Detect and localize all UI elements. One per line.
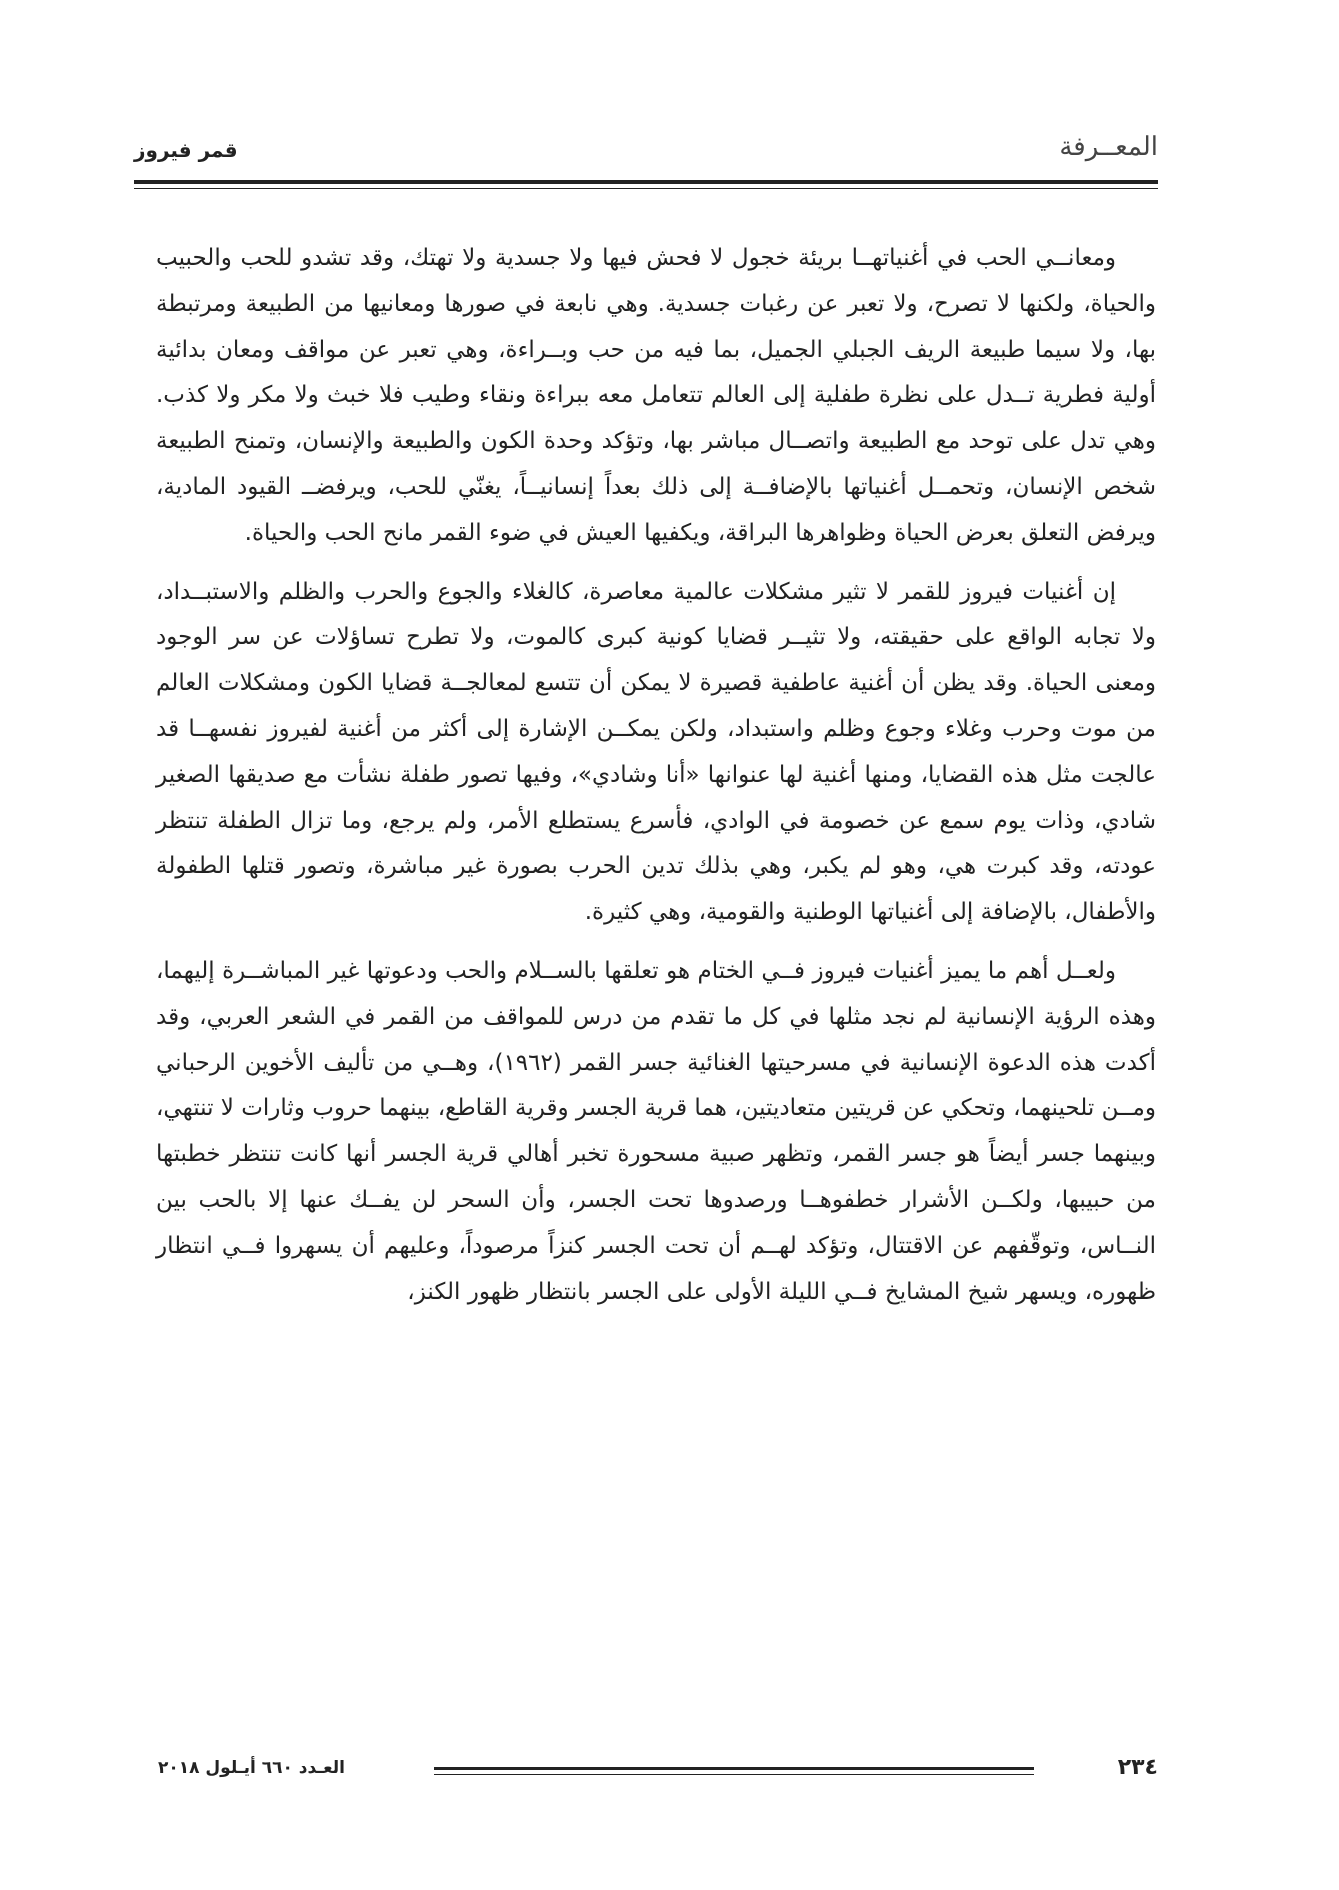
page-footer [134, 1755, 1158, 1789]
footer-rule-thin [434, 1774, 1034, 1775]
running-title: قمر فيروز [134, 138, 238, 162]
page-header [134, 128, 1158, 174]
header-rule-thin [134, 188, 1158, 189]
paragraph-2: إن أغنيات فيروز للقمر لا تثير مشكلات عالمية معاصرة، كالغلاء والجوع والحرب والظلم والاستبــداد، ولا تجابه الواقع على حقيقته، ولا تثيــر قضايا كونية كبرى كالموت، ولا تطرح تساؤلات عن سر الوجود ومعنى الحياة. وقد يظن أن أغنية عاطفية قصيرة لا يمكن أن تتسع لمعالجــة قضايا الكون ومشكلات العالم من موت وحرب وغلاء وجوع وظلم واستبداد، ولكن يمكــن الإشارة إلى أكثر من أغنية لفيروز نفسهــا قد عالجت مثل هذه القضايا، ومنها أغنية لها عنوانها «أنا وشادي»، وفيها تصور طفلة نشأت مع صديقها الصغير شادي، وذات يوم سمع عن خصومة في الوادي، فأسرع يستطلع الأمر، ولم يرجع، وما تزال الطفلة تنتظر عودته، وقد كبرت هي، وهو لم يكبر، وهي بذلك تدين الحرب بصورة غير مباشرة، وتصور قتلها الطفولة والأطفال، بالإضافة إلى أغنياتها الوطنية والقومية، وهي كثيرة. [156, 578, 1156, 926]
paragraph-1: ومعانــي الحب في أغنياتهــا بريئة خجول لا فحش فيها ولا جسدية ولا تهتك، وقد تشدو للحب والحبيب والحياة، ولكنها لا تصرح، ولا تعبر عن رغبات جسدية. وهي نابعة في صورها ومعانيها من الطبيعة ومرتبطة بها، ولا سيما طبيعة الريف الجبلي الجميل، بما فيه من حب وبــراءة، وهي تعبر عن مواقف ومعان بدائية أولية فطرية تــدل على نظرة طفلية إلى العالم تتعامل معه ببراءة ونقاء وطيب فلا خبث ولا مكر ولا كذب. وهي تدل على توحد مع الطبيعة واتصــال مباشر بها، وتؤكد وحدة الكون والطبيعة والإنسان، وتمنح الطبيعة شخص الإنسان، وتحمــل أغنياتها بالإضافــة إلى ذلك بعداً إنسانيــاً، يغنّي للحب، ويرفضــ القيود المادية، ويرفض التعلق بعرض الحياة وظواهرها البراقة، ويكفيها العيش في ضوء القمر مانح الحب والحياة. [156, 245, 1156, 546]
paragraph-3: ولعــل أهم ما يميز أغنيات فيروز فــي الختام هو تعلقها بالســلام والحب ودعوتها غير المباشــرة إليهما، وهذه الرؤية الإنسانية لم نجد مثلها في كل ما تقدم من درس للمواقف من القمر في الشعر العربي، وقد أكدت هذه الدعوة الإنسانية في مسرحيتها الغنائية جسر القمر (١٩٦٢)، وهــي من تأليف الأخوين الرحباني ومــن تلحينهما، وتحكي عن قريتين متعاديتين، هما قرية الجسر وقرية القاطع، بينهما حروب وثارات لا تنتهي، وبينهما جسر أيضاً هو جسر القمر، وتظهر صبية مسحورة تخبر أهالي قرية الجسر أنها كانت تنتظر خطبتها من حبيبها، ولكــن الأشرار خطفوهــا ورصدوها تحت الجسر، وأن السحر لن يفــك عنها إلا بالحب بين النــاس، وتوقّفهم عن الاقتتال، وتؤكد لهــم أن تحت الجسر كنزاً مرصوداً، وعليهم أن يسهروا فــي انتظار ظهوره، ويسهر شيخ المشايخ فــي الليلة الأولى على الجسر بانتظار ظهور الكنز، [156, 957, 1157, 1305]
magazine-logo: المعــرفة [1059, 132, 1158, 162]
header-rule-thick [134, 180, 1158, 184]
issue-info: العـدد ٦٦٠ أيـلول ٢٠١٨ [158, 1758, 345, 1778]
article-body [156, 236, 1156, 1328]
page-number: ٢٣٤ [1117, 1755, 1158, 1780]
footer-rule-thick [434, 1767, 1034, 1770]
